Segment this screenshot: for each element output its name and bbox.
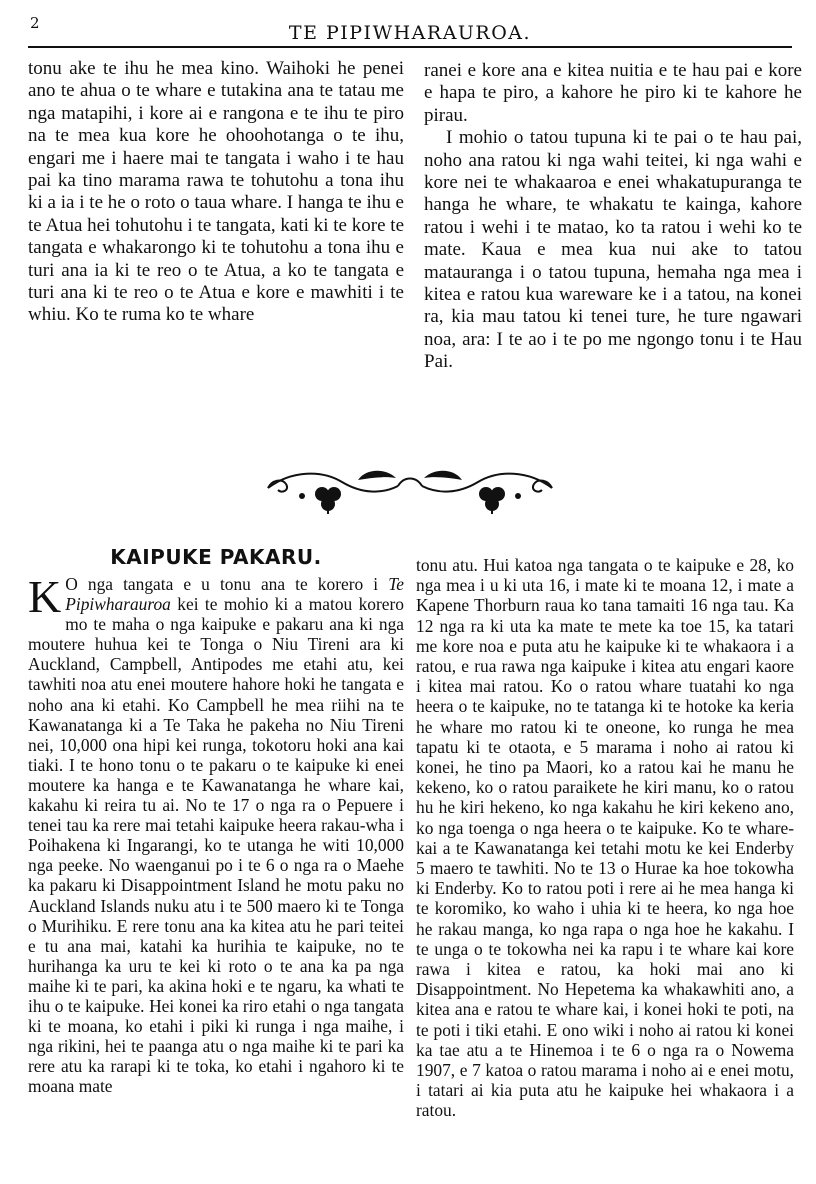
left-bud	[299, 493, 305, 499]
publication-name: Te Pipiwharauroa	[65, 574, 404, 615]
article-right-column	[416, 555, 794, 1121]
top-left-column	[28, 58, 404, 327]
top-left-paragraph: tonu ake te ihu he mea kino. Waihoki he penei ano te ahua o te whare e tutakina ana te tatau me nga matapihi, i kore ai e rangona e te ihu te piro na te mea kua kore he ohoohotanga o te ihu, engari me i haere mai te tangata i waho i te hau pai ka tino marama rawa te tohutohu a tona ihu ki a ia i te he o roto o taua whare. I hanga te ihu e te Atua hei tohutohu i te tangata, kati ki te kore te tangata e whakarongo ki te tohutohu a tona ihu e turi ana ia ki te reo o te Atua, a ko te tangata e turi ana ki te reo o te Atua e kore e mawhiti i te whiu. Ko te ruma ko te whare	[28, 58, 404, 326]
drop-cap: K	[28, 571, 62, 622]
top-right-paragraph-2: I mohio o tatou tupuna ki te pai o te hau pai, noho ana ratou ki nga wahi teitei, ki nga wahi e kore nei te whakaaroa e enei whakatupuranga te hanga he whare, te whakatu te kainga, kahore ratou i wehi i te matao, ko ta ratou i wehi ko te mate. Kaua e mea kua nui ake to tatou matauranga i o tatou tupuna, hemaha nga mea i kitea e ratou kua wareware ke i a tatou, na konei ra, kia mau tatou ki tenei ture, he ture ngawari noa, ara: I te ao i te po me ngongo tonu i te Hau Pai.	[424, 127, 802, 373]
center-swirl	[398, 479, 422, 487]
article-lead-paragraph	[28, 571, 404, 1097]
left-shamrock-icon	[315, 487, 341, 514]
lead-start: O nga tangata e u tonu ana te korero i	[65, 574, 389, 594]
left-leaf	[358, 471, 396, 480]
page-header	[28, 10, 792, 46]
article-left-column	[28, 571, 404, 1097]
page-number: 2	[30, 14, 40, 32]
right-leaf	[424, 471, 462, 480]
top-right-column	[424, 60, 802, 374]
article-title: KAIPUKE PAKARU.	[110, 545, 322, 569]
top-right-paragraph-1: ranei e kore ana e kitea nuitia e te hau pai e kore e hapa te piro, a kahore he piro ki te kahore he pirau.	[424, 60, 802, 126]
article-right-text: tonu atu. Hui katoa nga tangata o te kaipuke e 28, ko nga mea i u ki uta 16, i mate ki te moana 12, i mate a Kapene Thorburn raua ko tana tamaiti 16 nga tau. Ka 12 nga ra ki uta ka mate te mete ka toe 15, ka tatari me kore noa e puta atu he kaipuke ki te whakaora i a ratou, e rua rawa nga kaipuke i kitea atu engari kaore i kitea mai ratou. Ko o ratou whare tuatahi ko nga heera o te kaipuke, no te tatanga ki te hotoke ka keria he whare mo ratou ki te oneone, ko runga he mea tapatu ki te otaota, e 5 marama i noho ai ratou ki konei, he tino pa Maori, ko a ratou kai he manu he kekeno, ko o ratou paraikete he kiri manu, ko o ratou hu he kiri hekeno, ko nga kakahu he kiri kekeno ano, ko nga toenga o nga heera o te kaipuke. Ko te whare-kai a te Kawanatanga kei tetahi motu ke kei Enderby 5 maero te tawhiti. No te 13 o Hurae ka hoe tokowha ki Enderby. Ko to ratou poti i rere ai he mea hanga ki te koromiko, ko waho i uhia ki te heera, ko nga hoe he rakau manga, ko nga rapa o nga hoe he kakahu. I te unga o te tokowha nei ka rapu i te whare kai kore rawa i kitea e ratou, ka hoki mai ano ki Disappointment. No Hepetema ka whakawhiti ano, a kitea ana e ratou te whare kai, i konei hoki te poti, na te poti i tiki etahi. E ono wiki i noho ai ratou ki konei ka tae atu a te Hinemoa i te 6 o nga ra o Nowema 1907, e 7 katoa o ratou marama i noho ai e enei motu, i tatari ai kia puta atu he kaipuke hei whakaora i a ratou.	[416, 555, 794, 1121]
running-title: TE PIPIWHARAUROA.	[288, 22, 532, 44]
right-shamrock-icon	[479, 487, 505, 514]
right-bud	[515, 493, 521, 499]
floral-divider-ornament	[262, 460, 558, 520]
article-left-text: kei te mohio ki a matou korero mo te maha o nga kaipuke e pakaru ana ki nga moutere huhua kei te Tonga o Niu Tireni ara ki Auckland, Campbell, Antipodes me etahi atu, kei tawhiti noa atu enei moutere hahore hoki he tangata e noho ana ki etahi. Ko Campbell he mea riihi na te Kawanatanga ki a Te Taka he pakeha no Niu Tireni nei, 10,000 ona hipi kei runga, tokotoru hoki ana kai tiaki. I te hono tonu o te pakaru o te kaipuke ki enei moutere ka hanga e te Kawanatanga he whare kai, kakahu ki reira tu ai. No te 17 o nga ra o Pepuere i tenei tau ka rere mai tetahi kaipuke heera rakau-wha i Poihakena ki Ingarangi, ko te utanga he witi 10,000 nga peeke. No waenganui po i te 6 o nga ra o Maehe ka pakaru ki Disappointment Island he motu paku no Auckland Islands nuku atu i te 500 maero ki te Tonga o Murihiku. E rere tonu ana ka kitea atu he pari teitei e tu ana mai, katahi ka hurihia te kaipuke, no te hurihanga ka uru te kei ki roto o te ana ka pa nga maihe ki te pari, ka akina hoki e te ngaru, ka whati te ihu o te kaipuke. Hei konei ka riro etahi o nga tangata ki te moana, ko etahi i piki ki runga i nga maihe, i nga rikini, hei te paanga atu o nga maihe ki te pari ka rere atu ka rarapi ki te toka, ko etahi i ngahoro ki te moana mate	[28, 594, 404, 1097]
header-rule	[28, 46, 792, 48]
